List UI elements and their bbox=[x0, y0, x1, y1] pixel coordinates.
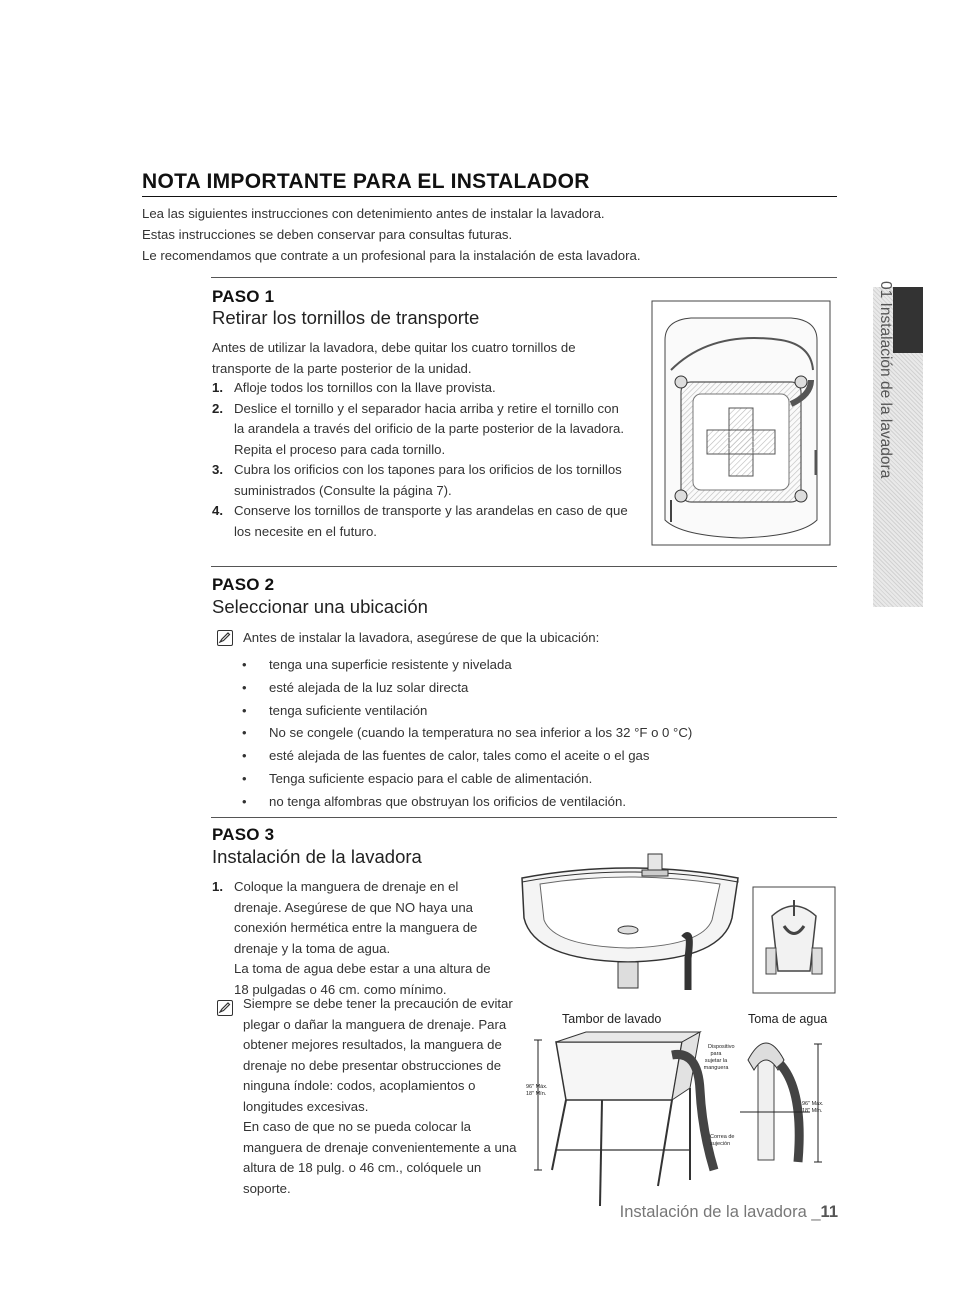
list-item: • tenga una superficie resistente y nivelada bbox=[242, 654, 802, 677]
list-item bbox=[212, 399, 632, 461]
tub-label: Tambor de lavado bbox=[562, 1012, 662, 1026]
tub-dimension-min: 18" Mín. bbox=[526, 1091, 547, 1097]
item-text: Cubra los orificios con los tapones para los orificios de los tornillos suministrados (Consulte la página 7). bbox=[234, 462, 622, 498]
section-divider bbox=[211, 817, 837, 818]
list-item bbox=[212, 877, 507, 1000]
strap-label: sujeción bbox=[710, 1141, 731, 1147]
item-number: 2. bbox=[212, 400, 223, 416]
item-text: Conserve los tornillos de transporte y las arandelas en caso de que los necesite en el futuro. bbox=[234, 503, 628, 539]
strap-label: Correa de bbox=[710, 1134, 735, 1140]
standpipe-dimension-min: 18" Mín. bbox=[802, 1108, 823, 1114]
chapter-tab-label bbox=[873, 281, 897, 547]
item-number: 1. bbox=[212, 380, 223, 395]
section-divider bbox=[211, 277, 837, 278]
clip-device-label: sujetar la bbox=[704, 1058, 728, 1064]
list-item: • esté alejada de las fuentes de calor, tales como el aceite o el gas bbox=[242, 745, 802, 768]
water-standpipe-illustration bbox=[722, 1030, 838, 1164]
page-footer bbox=[590, 1203, 838, 1222]
laundry-tub-illustration bbox=[522, 1030, 735, 1206]
section-divider bbox=[211, 566, 837, 567]
intro-line: Le recomendamos que contrate a un profesional para la instalación de esta lavadora. bbox=[142, 248, 641, 263]
note-text: Siempre se debe tener la precaución de evitar plegar o dañar la manguera de drenaje. Para obtener mejores resultados, la manguera de drenaje no debe presentar obstrucciones de ninguna índole: codos, acoplamientos o longitudes excesivas. bbox=[243, 996, 513, 1114]
page-title: NOTA IMPORTANTE PARA EL INSTALADOR bbox=[142, 170, 837, 197]
step-3-label: PASO 3 bbox=[212, 825, 275, 844]
tub-dimension-max: 96" Máx. bbox=[526, 1084, 548, 1090]
list-item: • No se congele (cuando la temperatura no sea inferior a los 32 °F o 0 °C) bbox=[242, 722, 802, 745]
note-icon bbox=[217, 1000, 233, 1016]
step-1-intro: Antes de utilizar la lavadora, debe quitar los cuatro tornillos de transporte de la parte posterior de la unidad. bbox=[212, 340, 576, 376]
standpipe-dimension-max: 96" Máx. bbox=[802, 1101, 824, 1107]
chapter-tab-marker bbox=[893, 287, 923, 353]
note-text: En caso de que no se pueda colocar la manguera de drenaje convenientemente a una altura de 18 pulg. o 46 cm., colóquele un soporte. bbox=[243, 1119, 517, 1196]
step-1-label: PASO 1 bbox=[212, 287, 275, 306]
step-1-subtitle: Retirar los tornillos de transporte bbox=[212, 307, 480, 328]
item-text: Afloje todos los tornillos con la llave provista. bbox=[234, 380, 496, 395]
intro-block bbox=[142, 203, 842, 266]
item-number: 4. bbox=[212, 503, 223, 518]
clip-device-label: Dispositivo bbox=[708, 1044, 735, 1050]
list-item bbox=[212, 501, 632, 542]
item-text: La toma de agua debe estar a una altura de 18 pulgadas o 46 cm. como mínimo. bbox=[234, 961, 491, 997]
list-item: • no tenga alfombras que obstruyan los orificios de ventilación. bbox=[242, 791, 802, 814]
step-3-list bbox=[212, 877, 507, 1000]
list-item: • Tenga suficiente espacio para el cable de alimentación. bbox=[242, 768, 802, 791]
intro-line: Estas instrucciones se deben conservar para consultas futuras. bbox=[142, 227, 513, 242]
step-2-label: PASO 2 bbox=[212, 575, 275, 594]
step-3-subtitle: Instalación de la lavadora bbox=[212, 846, 422, 867]
clip-device-label: manguera bbox=[703, 1065, 729, 1071]
list-item bbox=[212, 460, 632, 501]
chapter-tab-text: 01 Instalación de la lavadora bbox=[877, 281, 894, 479]
footer-text: Instalación de la lavadora _ bbox=[619, 1203, 821, 1221]
list-item bbox=[212, 378, 632, 399]
step-1-list bbox=[212, 378, 632, 542]
item-text: Coloque la manguera de drenaje en el drenaje. Asegúrese de que NO haya una conexión hermética entre la manguera de drenaje y la toma de agua. bbox=[234, 879, 478, 956]
step-2-subtitle: Seleccionar una ubicación bbox=[212, 596, 428, 617]
hose-clip-illustration bbox=[752, 886, 836, 994]
list-item: • tenga suficiente ventilación bbox=[242, 700, 802, 723]
note-icon bbox=[217, 630, 233, 646]
page-number: 11 bbox=[820, 1203, 838, 1221]
list-item: • esté alejada de la luz solar directa bbox=[242, 677, 802, 700]
washer-back-illustration bbox=[651, 300, 831, 546]
item-number: 3. bbox=[212, 462, 223, 477]
item-number: 1. bbox=[212, 879, 223, 894]
sink-illustration bbox=[512, 848, 744, 990]
location-checklist bbox=[242, 654, 802, 814]
step-3-note bbox=[243, 994, 523, 1199]
intro-line: Lea las siguientes instrucciones con detenimiento antes de instalar la lavadora. bbox=[142, 206, 605, 221]
item-text: Deslice el tornillo y el separador hacia arriba y retire el tornillo con la arandela a través del orificio de la parte posterior de la lavadora. Repita el proceso para cada tornillo. bbox=[234, 400, 624, 457]
clip-device-label: para bbox=[710, 1051, 722, 1057]
standpipe-label: Toma de agua bbox=[748, 1012, 828, 1026]
step-2-note: Antes de instalar la lavadora, asegúrese de que la ubicación: bbox=[243, 630, 600, 645]
